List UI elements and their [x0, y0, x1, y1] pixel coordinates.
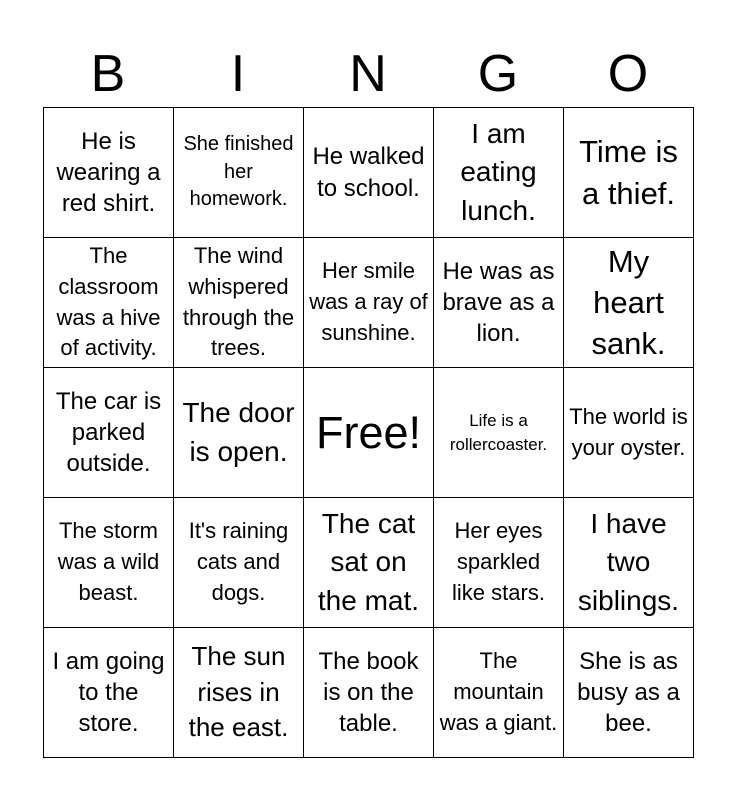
card-row: [44, 108, 694, 238]
card-cell: He was as brave as a lion.: [434, 238, 564, 368]
card-cell: My heart sank.: [564, 238, 694, 368]
card-cell: The classroom was a hive of activity.: [44, 238, 174, 368]
card-cell: She finished her homework.: [174, 108, 304, 238]
card-cell: The wind whispered through the trees.: [174, 238, 304, 368]
bingo-header: [43, 44, 693, 104]
card-row: [44, 628, 694, 758]
card-cell: I am eating lunch.: [434, 108, 564, 238]
card-cell: Life is a rollercoaster.: [434, 368, 564, 498]
card-cell: The book is on the table.: [304, 628, 434, 758]
card-cell: The cat sat on the mat.: [304, 498, 434, 628]
card-row: [44, 498, 694, 628]
card-cell: The car is parked outside.: [44, 368, 174, 498]
card-cell: The storm was a wild beast.: [44, 498, 174, 628]
card-cell: He is wearing a red shirt.: [44, 108, 174, 238]
header-letter-g: G: [477, 45, 519, 103]
card-cell: It's raining cats and dogs.: [174, 498, 304, 628]
card-cell: Time is a thief.: [564, 108, 694, 238]
header-letter-n: N: [349, 45, 387, 103]
card-cell: I am going to the store.: [44, 628, 174, 758]
header-letter-i: I: [230, 45, 246, 103]
bingo-card: [43, 107, 694, 758]
card-cell: Her smile was a ray of sunshine.: [304, 238, 434, 368]
header-letter-o: O: [607, 45, 649, 103]
card-cell: He walked to school.: [304, 108, 434, 238]
free-space: Free!: [304, 368, 434, 498]
card-cell: The mountain was a giant.: [434, 628, 564, 758]
card-cell: I have two siblings.: [564, 498, 694, 628]
card-row: [44, 368, 694, 498]
card-cell: The world is your oyster.: [564, 368, 694, 498]
card-cell: Her eyes sparkled like stars.: [434, 498, 564, 628]
card-cell: The sun rises in the east.: [174, 628, 304, 758]
card-cell: She is as busy as a bee.: [564, 628, 694, 758]
card-row: [44, 238, 694, 368]
header-letter-b: B: [90, 45, 126, 103]
card-cell: The door is open.: [174, 368, 304, 498]
